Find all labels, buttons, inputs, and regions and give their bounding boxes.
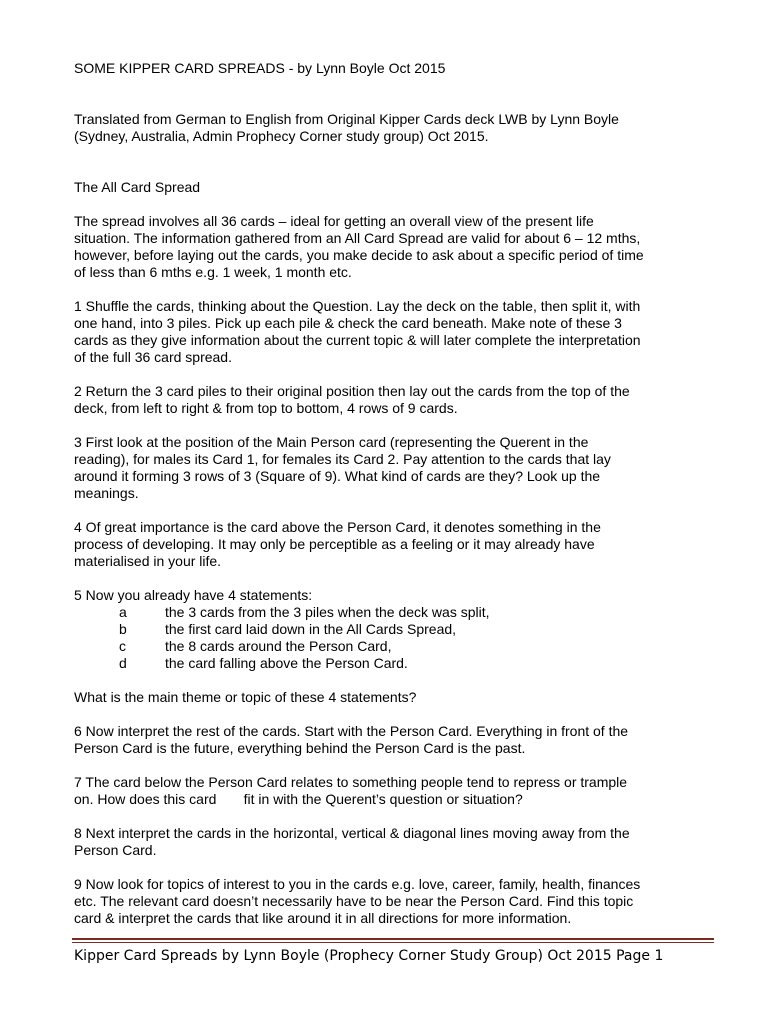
intro-paragraph: Translated from German to English from Original Kipper Cards deck LWB by Lynn Boyle (Sydney, Australia, Admin Prophecy Corner study group) Oct 2015.	[74, 111, 619, 144]
list-item: a the 3 cards from the 3 piles when the deck was split,	[119, 604, 490, 620]
list-item: c the 8 cards around the Person Card,	[119, 638, 392, 654]
step-4: 4 Of great importance is the card above the Person Card, it denotes something in the process of developing. It may only be perceptible as a feeling or it may already have materialised in your life.	[74, 519, 601, 569]
step-9: 9 Now look for topics of interest to you in the cards e.g. love, career, family, health, finances etc. The relevant card doesn’t necessarily have to be near the Person Card. Find this topic card & interpret the cards that like around it in all directions for more information.	[74, 876, 641, 926]
step-7: 7 The card below the Person Card relates to something people tend to repress or trample on. How does this card fit in with the Querent’s question or situation?	[74, 774, 628, 807]
footer-divider	[72, 938, 714, 943]
step-2: 2 Return the 3 card piles to their original position then lay out the cards from the top of the deck, from left to right & from top to bottom, 4 rows of 9 cards.	[74, 383, 630, 416]
document-body	[74, 60, 734, 927]
section-title: The All Card Spread	[74, 179, 201, 195]
step-6: 6 Now interpret the rest of the cards. Start with the Person Card. Everything in front of the Person Card is the future, everything behind the Person Card is the past.	[74, 723, 629, 756]
step-5: 5 Now you already have 4 statements: a the 3 cards from the 3 piles when the deck was split, b the first card laid down in the All Cards Spread, c the 8 cards around the Person Card, d the card falling above the Person Card.	[74, 587, 734, 672]
step-1: 1 Shuffle the cards, thinking about the Question. Lay the deck on the table, then split it, with one hand, into 3 piles. Pick up each pile & check the card beneath. Make note of these 3 cards as they give information about the current topic & will later complete the interpretation of the full 36 card spread.	[74, 298, 641, 365]
document-title: SOME KIPPER CARD SPREADS - by Lynn Boyle Oct 2015	[74, 60, 446, 76]
page-footer: Kipper Card Spreads by Lynn Boyle (Prophecy Corner Study Group) Oct 2015 Page 1	[74, 948, 664, 964]
list-item: b the first card laid down in the All Cards Spread,	[119, 621, 457, 637]
step-3: 3 First look at the position of the Main Person card (representing the Querent in the reading), for males its Card 1, for females its Card 2. Pay attention to the cards that lay around it forming 3 rows of 3 (Square of 9). What kind of cards are they? Look up the meanings.	[74, 434, 611, 501]
step-8: 8 Next interpret the cards in the horizontal, vertical & diagonal lines moving away from the Person Card.	[74, 825, 630, 858]
overview-paragraph: The spread involves all 36 cards – ideal for getting an overall view of the present life situation. The information gathered from an All Card Spread are valid for about 6 – 12 mths, however, before laying out the cards, you make decide to ask about a specific period of time of less than 6 mths e.g. 1 week, 1 month etc.	[74, 213, 644, 280]
list-item: d the card falling above the Person Card.	[119, 655, 408, 671]
theme-question: What is the main theme or topic of these 4 statements?	[74, 689, 417, 705]
